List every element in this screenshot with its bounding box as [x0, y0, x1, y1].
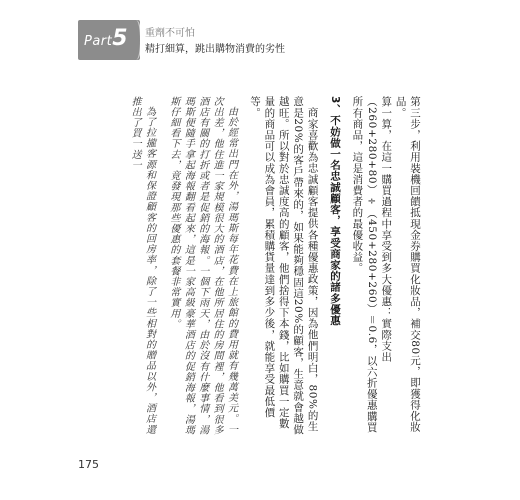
part-label [84, 26, 128, 51]
page-number: 175 [78, 458, 99, 471]
part-badge [78, 20, 140, 60]
chapter-title: 重劑不可怕 [145, 28, 195, 39]
paragraph-step-three: 第三步，利用裝機回饋抵現金券購買化妝品，補交80元，即獲得化妝品。 [394, 96, 421, 433]
part-word: Part [84, 34, 113, 49]
paragraph-calculation: 算一算，在這一購買過程中享受到多大優惠：實際支出（260+280+80）÷（450+280+260）＝0.6，以六折優惠購買所有商品，這是消費者的最優收益。 [351, 96, 393, 433]
paragraph-story-thomas: 由於經常出門在外，湯瑪斯每年花費在上旅館的費用就有幾萬美元。一次出差，他住進一家規模很大的酒店，在他所居住的房間裡，他看到很多酒店有關的打折或者是促銷的海報。一個下雨天，由於沒有什麼事情，湯瑪斯便隨手拿起海報翻看起來，這是一家高級豪華酒店的促銷海報，湯瑪斯仔細看下去，竟發現那些優惠的套餐非常實用。 [167, 96, 237, 436]
chapter-subtitle: 精打細算，跳出購物消費的劣性 [145, 44, 285, 55]
section-heading: 3、不妨做一名忠誠顧客，享受商家的諸多優惠 [328, 96, 341, 326]
paragraph-loyal-customers: 商家喜歡為忠誠顧客提供各種優惠政策，因為他們明白，80%的生意是20%的客戶帶來的，如果能夠穩固這20%的顧客，生意就會越做越旺。所以對於忠誠度高的顧客，他們捨得下本錢，比如購買一定數量的商品可以成為會員，累積購貨量達到多少後，就能享受最低價等。 [248, 96, 319, 435]
vertical-body-text [82, 96, 422, 436]
part-curve-decoration [130, 20, 142, 60]
part-number: 5 [112, 26, 129, 51]
paragraph-story-hotel: 為了拉攏客源和保證顧客的回房率，除了一些相對的贈品以外，酒店還推出了買一送一 [129, 96, 155, 435]
